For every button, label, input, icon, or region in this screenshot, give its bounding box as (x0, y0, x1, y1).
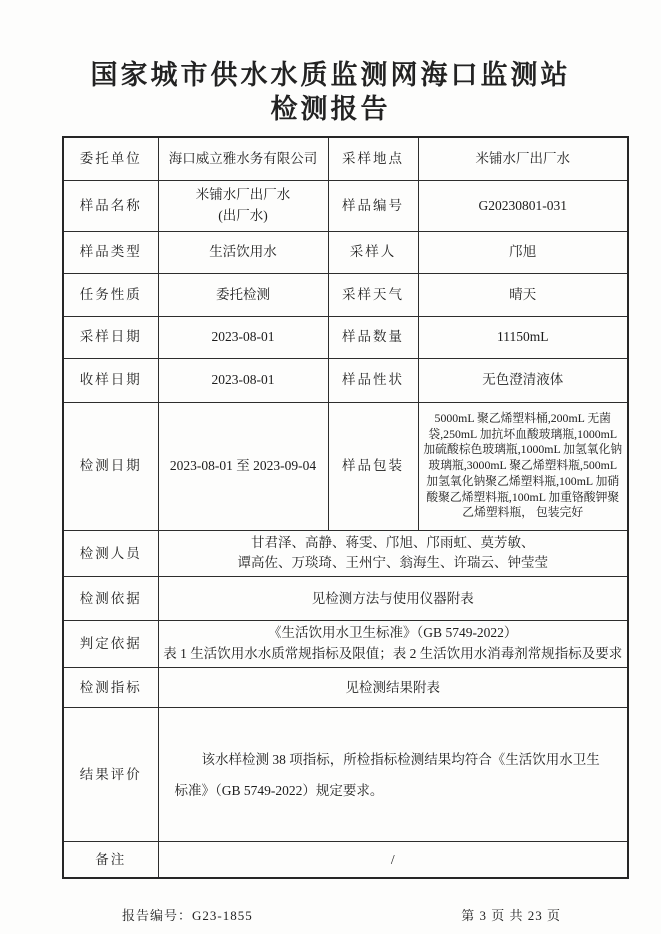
table-row (63, 530, 628, 577)
receipt-date-value: 2023-08-01 (158, 358, 328, 402)
sample-packaging-label: 样品包装 (328, 402, 418, 530)
table-row (63, 842, 628, 878)
test-date-label: 检测日期 (63, 402, 158, 530)
sample-packaging-value: 5000mL 聚乙烯塑料桶,200mL 无菌袋,250mL 加抗坏血酸玻璃瓶,1000mL 加硫酸棕色玻璃瓶,1000mL 加氢氧化钠玻璃瓶,3000mL 聚乙烯塑料瓶,500mL 加氢氧化钠聚乙烯塑料瓶,100mL 加硝酸聚乙烯塑料瓶,100mL 加重铬酸钾聚乙烯塑料瓶， 包装完好 (418, 402, 628, 530)
task-nature-value: 委托检测 (158, 273, 328, 316)
report-header (0, 0, 661, 126)
test-date-value: 2023-08-01 至 2023-09-04 (158, 402, 328, 530)
report-title-line1: 国家城市供水水质监测网海口监测站 (90, 60, 571, 90)
sample-quantity-value: 11150mL (418, 316, 628, 358)
testers-line1: 甘君泽、高静、蒋雯、邝旭、邝雨虹、莫芳敏、 (251, 534, 535, 550)
test-basis-label: 检测依据 (63, 577, 158, 621)
table-row (63, 231, 628, 273)
judgment-basis-line2: 表 1 生活饮用水水质常规指标及限值；表 2 生活饮用水消毒剂常规指标及要求 (163, 646, 623, 662)
table-row (63, 402, 628, 530)
sampling-site-label: 采样地点 (328, 137, 418, 180)
sample-quantity-label: 样品数量 (328, 316, 418, 358)
judgment-basis-line1: 《生活饮用水卫生标准》（GB 5749-2022） (268, 625, 518, 641)
weather-label: 采样天气 (328, 273, 418, 316)
sample-character-value: 无色澄清液体 (418, 358, 628, 402)
sample-type-value: 生活饮用水 (158, 231, 328, 273)
table-row (63, 577, 628, 621)
test-basis-value: 见检测方法与使用仪器附表 (158, 577, 628, 621)
sample-name-line2: (出厂水) (218, 207, 268, 223)
table-row (63, 273, 628, 316)
sampler-label: 采样人 (328, 231, 418, 273)
table-row (63, 708, 628, 842)
client-unit-label: 委托单位 (63, 137, 158, 180)
remarks-label: 备注 (63, 842, 158, 878)
task-nature-label: 任务性质 (63, 273, 158, 316)
receipt-date-label: 收样日期 (63, 358, 158, 402)
sampling-date-value: 2023-08-01 (158, 316, 328, 358)
report-number: 报告编号：G23-1855 (122, 907, 253, 923)
sampling-date-label: 采样日期 (63, 316, 158, 358)
remarks-value: / (158, 842, 628, 878)
sample-character-label: 样品性状 (328, 358, 418, 402)
sample-no-value: G20230801-031 (418, 180, 628, 231)
weather-value: 晴天 (418, 273, 628, 316)
table-row (63, 137, 628, 180)
table-row (63, 621, 628, 668)
testers-line2: 谭高佐、万琰琦、王州宁、翁海生、许瑞云、钟莹莹 (237, 555, 548, 571)
sample-name-value (158, 180, 328, 231)
testers-value (158, 530, 628, 577)
table-row (63, 316, 628, 358)
test-indicators-label: 检测指标 (63, 668, 158, 708)
sample-name-label: 样品名称 (63, 180, 158, 231)
test-indicators-value: 见检测结果附表 (158, 668, 628, 708)
judgment-basis-label: 判定依据 (63, 621, 158, 668)
sampler-value: 邝旭 (418, 231, 628, 273)
report-footer (0, 905, 661, 924)
judgment-basis-value (158, 621, 628, 668)
table-row (63, 358, 628, 402)
client-unit-value: 海口威立雅水务有限公司 (158, 137, 328, 180)
result-evaluation-label: 结果评价 (63, 708, 158, 842)
testers-label: 检测人员 (63, 530, 158, 577)
table-row (63, 180, 628, 231)
sample-name-line1: 米铺水厂出厂水 (195, 186, 291, 202)
sample-no-label: 样品编号 (328, 180, 418, 231)
report-title-line2: 检测报告 (270, 94, 391, 124)
page-indicator: 第 3 页 共 23 页 (461, 907, 561, 923)
report-info-table (62, 136, 629, 879)
table-row (63, 668, 628, 708)
sampling-site-value: 米铺水厂出厂水 (418, 137, 628, 180)
sample-type-label: 样品类型 (63, 231, 158, 273)
result-evaluation-value: 该水样检测 38 项指标，所检指标检测结果均符合《生活饮用水卫生标准》（GB 5749-2022）规定要求。 (158, 708, 628, 842)
